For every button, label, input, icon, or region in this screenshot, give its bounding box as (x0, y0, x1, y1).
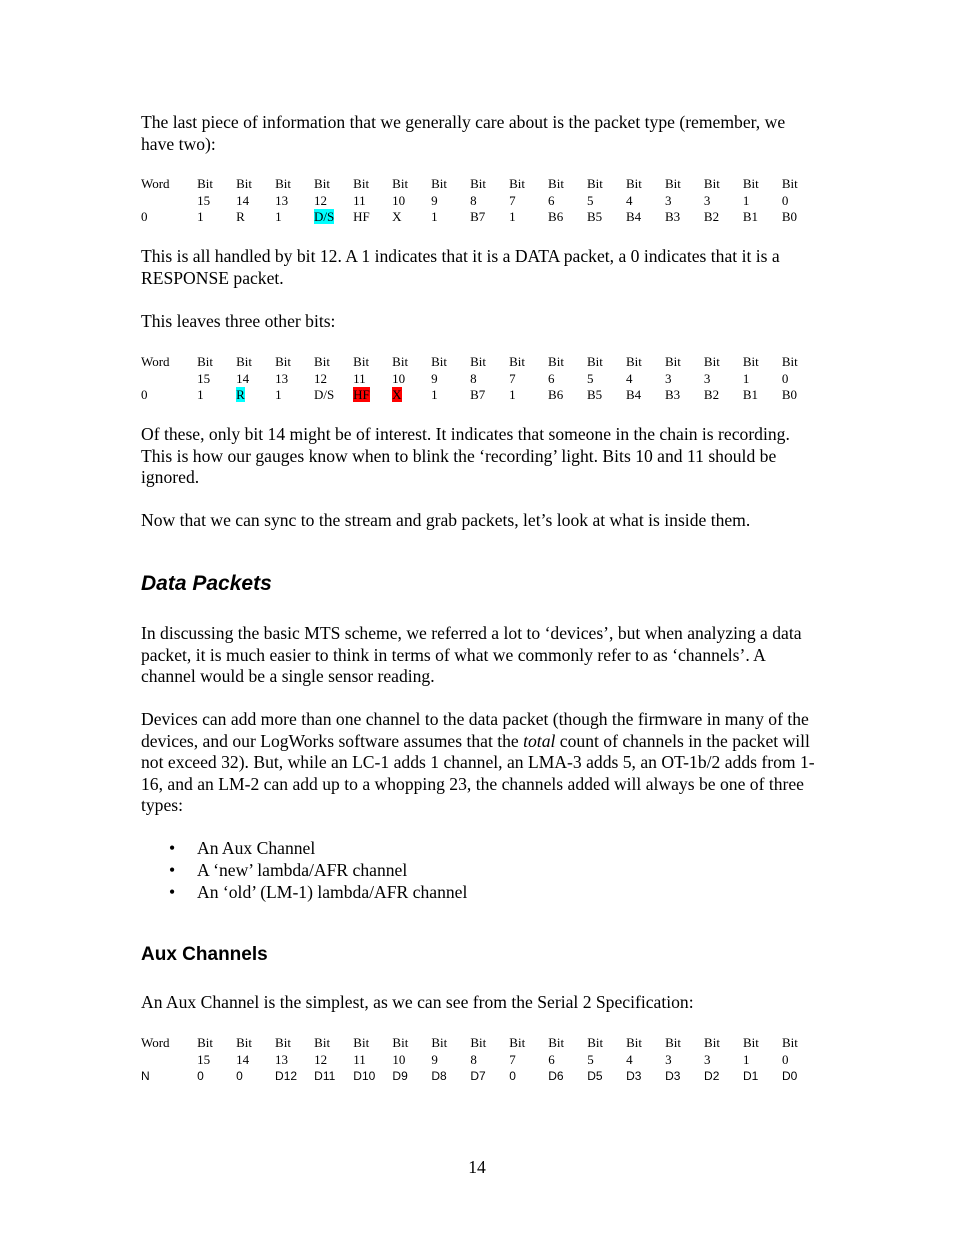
channel-type-list (141, 838, 467, 903)
text-span: Devices can add more than one channel to the data packet (though the firmware in many of the devices, and our LogWorks software assumes that the (141, 709, 809, 751)
bit-cell: B1 (742, 387, 759, 402)
bit-cell: 7 (509, 1051, 516, 1067)
paragraph-aux-channel-intro: An Aux Channel is the simplest, as we can see from the Serial 2 Specification: (141, 992, 694, 1012)
bit-cell: Bit (431, 176, 448, 191)
bit-cell: D3 (665, 1069, 681, 1083)
bit-cell: Bit (470, 354, 486, 369)
highlighted-bit: R (236, 387, 245, 402)
bit-cell: B4 (625, 387, 642, 402)
bit-cell: 8 (470, 192, 477, 208)
bit-cell: 1 (742, 370, 750, 386)
bit-cell: D12 (275, 1069, 298, 1083)
bit-cell: 10 (392, 192, 406, 208)
paragraph-channel-counts (141, 709, 821, 817)
bit-cell: D7 (470, 1069, 486, 1083)
bit-cell: 15 (197, 370, 211, 386)
bullet-icon: • (169, 859, 176, 880)
bit-cell: 11 (353, 370, 366, 386)
bit-cell: B6 (548, 387, 564, 402)
bit-cell: Bit (431, 1035, 448, 1050)
bit-cell (353, 387, 392, 404)
bit-cell: 3 (664, 192, 672, 208)
bit-cell: Bit (236, 1035, 252, 1050)
bit-cell: Bit (236, 176, 253, 191)
bit-cell: D8 (431, 1069, 447, 1083)
bit-cell: Bit (742, 176, 759, 191)
bit-cell: B5 (587, 209, 603, 224)
bit-cell: 6 (548, 1051, 555, 1067)
bit-cell: D9 (392, 1069, 408, 1083)
bit-table-row (141, 1068, 821, 1085)
emphasis-total: total (523, 730, 556, 751)
bit-cell: B5 (587, 387, 603, 402)
bit-cell: B4 (625, 209, 642, 224)
bit-cell: Bit (665, 1035, 681, 1050)
bit-cell: Bit (470, 1035, 487, 1050)
paragraph-packet-type-intro: The last piece of information that we generally care about is the packet type (remember, we have two): (141, 112, 786, 154)
heading-aux-channels: Aux Channels (141, 944, 268, 965)
bit-cell: B2 (703, 387, 720, 402)
bit-cell: Bit (431, 354, 448, 369)
bit-cell: B3 (664, 209, 681, 224)
word-cell (141, 1052, 197, 1069)
bit-cell: Bit (197, 354, 214, 369)
bullet-icon: • (169, 881, 176, 902)
bit-cell: Bit (548, 354, 564, 369)
bit-cell: 15 (197, 192, 211, 208)
bit-cell: Bit (626, 1035, 643, 1050)
bit-cell: 14 (236, 370, 250, 386)
bit-cell: 9 (431, 370, 438, 386)
bit-cell: 4 (625, 370, 633, 386)
bit-cell: 5 (587, 1051, 594, 1067)
bit-cell: 7 (509, 370, 516, 386)
bit-cell: Bit (470, 176, 486, 191)
word-cell: N (141, 1069, 150, 1083)
bit-table-row (141, 1052, 821, 1069)
bit-cell: 8 (470, 1051, 477, 1067)
bit-cell: Bit (664, 354, 681, 369)
bit-cell: D5 (587, 1069, 603, 1083)
bit-cell: Bit (275, 176, 291, 191)
bit-cell: 10 (392, 370, 406, 386)
bit-cell: 7 (509, 192, 516, 208)
bit-cell: Bit (664, 176, 681, 191)
bit-cell: Bit (587, 176, 603, 191)
bit-cell: Bit (392, 354, 409, 369)
page-number: 14 (468, 1157, 486, 1177)
bit-cell: 5 (587, 192, 594, 208)
highlighted-bit: D/S (314, 209, 335, 224)
bit-table-row (141, 354, 821, 371)
bit-cell: 0 (197, 1069, 204, 1083)
heading-data-packets: Data Packets (141, 572, 272, 595)
bit-cell: Bit (314, 354, 330, 369)
bit-cell: 12 (314, 1051, 328, 1067)
bit-cell: Bit (625, 354, 642, 369)
bit-cell: 1 (509, 387, 516, 402)
bit-cell: D0 (781, 1069, 798, 1083)
bit-cell: Bit (548, 176, 564, 191)
bit-cell: Bit (353, 354, 370, 369)
bit-cell: 15 (197, 1051, 211, 1067)
bit-cell: 9 (431, 1051, 438, 1067)
bit-cell: D10 (353, 1069, 376, 1083)
bit-cell: 5 (587, 370, 594, 386)
bit-cell: Bit (743, 1035, 759, 1050)
bit-cell: 3 (704, 1051, 711, 1067)
bit-cell: 1 (275, 387, 282, 402)
bit-cell: 1 (431, 387, 438, 402)
bit-cell: 10 (392, 1051, 406, 1067)
bit-cell: 14 (236, 192, 250, 208)
bit-cell: 1 (743, 1051, 750, 1067)
bit-cell: Bit (197, 1035, 214, 1050)
bit-cell: 11 (353, 192, 366, 208)
bit-cell: Bit (509, 1035, 526, 1050)
highlighted-bit: X (392, 387, 402, 402)
bit-cell: D/S (314, 387, 335, 402)
paragraph-bit12-explanation: This is all handled by bit 12. A 1 indicates that it is a DATA packet, a 0 indicates that it is a RESPONSE packet. (141, 246, 780, 288)
bit-cell: Bit (275, 1035, 291, 1050)
bit-cell: Bit (625, 176, 642, 191)
bit-cell: 1 (431, 209, 438, 224)
paragraph-bit14-recording: Of these, only bit 14 might be of interest. It indicates that someone in the chain is recording. This is how our gauges know when to blink the ‘recording’ light. Bits 10 and 11 should be ignored. (141, 424, 790, 488)
bit-cell: 1 (742, 192, 750, 208)
bit-cell: 11 (353, 1051, 366, 1067)
bit-cell: X (392, 209, 402, 224)
word-cell: Word (141, 354, 170, 369)
word-cell (141, 193, 197, 210)
bit-cell: 6 (548, 370, 555, 386)
bit-cell: Bit (704, 1035, 720, 1050)
highlighted-bit: HF (353, 387, 370, 402)
bit-table-packet-type (141, 176, 821, 226)
bit-cell: Bit (392, 1035, 409, 1050)
bit-cell: Bit (353, 1035, 370, 1050)
word-cell: Word (141, 176, 170, 191)
bit-cell: 13 (275, 1051, 289, 1067)
bit-cell: Bit (548, 1035, 565, 1050)
bit-cell: 12 (314, 370, 328, 386)
bit-cell: D2 (704, 1069, 720, 1083)
bit-cell: Bit (781, 1035, 798, 1050)
bit-cell: B7 (470, 387, 486, 402)
bit-cell: Bit (275, 354, 291, 369)
list-item-text: An Aux Channel (197, 838, 316, 858)
list-item-text: An ‘old’ (LM-1) lambda/AFR channel (197, 881, 468, 902)
list-item (141, 860, 467, 882)
bit-cell: Bit (509, 354, 525, 369)
bit-cell: Bit (587, 1035, 604, 1050)
bit-cell: 1 (275, 209, 282, 224)
bit-cell: D11 (314, 1069, 336, 1083)
text-span: count of channels in the packet will not exceed 32). But, while an LC-1 adds 1 channel, an LMA-3 adds 5, an OT-1b/2 adds from 1-16, and an LM-2 can add up to a whopping 23, the channels added will always be one of three types: (141, 730, 815, 816)
word-cell: Word (141, 1035, 170, 1050)
bit-cell: 4 (626, 1051, 633, 1067)
bit-cell: 0 (781, 370, 789, 386)
bit-cell: 3 (665, 1051, 672, 1067)
bit-cell: 1 (509, 209, 516, 224)
bit-cell: Bit (197, 176, 214, 191)
bit-cell: 9 (431, 192, 438, 208)
bit-cell: B3 (664, 387, 681, 402)
bit-cell: Bit (236, 354, 253, 369)
bit-cell: B0 (781, 209, 798, 224)
list-item (141, 838, 467, 860)
bit-cell: Bit (742, 354, 759, 369)
bit-cell: 13 (275, 370, 289, 386)
bit-cell: Bit (314, 176, 330, 191)
bit-cell: D1 (743, 1069, 759, 1083)
bit-cell: 1 (197, 209, 204, 224)
word-cell: 0 (141, 387, 148, 402)
paragraph-sync-stream: Now that we can sync to the stream and grab packets, let’s look at what is inside them. (141, 510, 751, 530)
bit-cell: B6 (548, 209, 564, 224)
bit-cell: 12 (314, 192, 328, 208)
bit-cell: 0 (509, 1069, 516, 1083)
bit-cell: 0 (236, 1069, 243, 1083)
paragraph-other-bits: This leaves three other bits: (141, 311, 336, 331)
bit-cell: 0 (781, 192, 789, 208)
bit-cell: Bit (781, 176, 798, 191)
bit-cell: Bit (392, 176, 409, 191)
bit-cell: 1 (197, 387, 204, 402)
bit-table-row (141, 387, 821, 404)
bit-cell: Bit (587, 354, 603, 369)
list-item (141, 882, 467, 904)
bit-cell: Bit (509, 176, 525, 191)
bit-cell: Bit (703, 354, 720, 369)
bit-table-row (141, 176, 821, 193)
bit-cell: 3 (703, 192, 711, 208)
bit-cell: B0 (781, 387, 798, 402)
bit-cell: 6 (548, 192, 555, 208)
bit-cell: B1 (742, 209, 759, 224)
bit-cell: B7 (470, 209, 486, 224)
bit-cell (392, 387, 431, 404)
bit-cell (314, 209, 353, 226)
bit-cell: 3 (703, 370, 711, 386)
bit-cell: 8 (470, 370, 477, 386)
bit-cell: D3 (626, 1069, 642, 1083)
bit-cell: Bit (353, 176, 370, 191)
bit-cell: B2 (703, 209, 720, 224)
bit-cell: 13 (275, 192, 289, 208)
bullet-icon: • (169, 838, 176, 858)
bit-table-row (141, 209, 821, 226)
bit-cell: Bit (703, 176, 720, 191)
bit-cell: R (236, 209, 245, 224)
bit-cell: Bit (314, 1035, 331, 1050)
list-item-text: A ‘new’ lambda/AFR channel (197, 859, 408, 880)
bit-cell: 3 (664, 370, 672, 386)
bit-cell: 4 (625, 192, 633, 208)
bit-table-other-bits (141, 354, 821, 404)
bit-table-row (141, 371, 821, 388)
bit-cell: D6 (548, 1069, 564, 1083)
bit-table-aux-channel (141, 1035, 821, 1085)
bit-cell: 14 (236, 1051, 250, 1067)
bit-table-row (141, 1035, 821, 1052)
bit-cell (236, 387, 275, 404)
word-cell: 0 (141, 209, 148, 224)
bit-cell: HF (353, 209, 370, 224)
bit-cell: Bit (781, 354, 798, 369)
bit-table-row (141, 193, 821, 210)
bit-cell: 0 (781, 1051, 789, 1067)
paragraph-devices-channels: In discussing the basic MTS scheme, we referred a lot to ‘devices’, but when analyzing a data packet, it is much easier to think in terms of what we commonly refer to as ‘channels’. A channel would be a single sensor reading. (141, 623, 802, 687)
word-cell (141, 371, 197, 388)
